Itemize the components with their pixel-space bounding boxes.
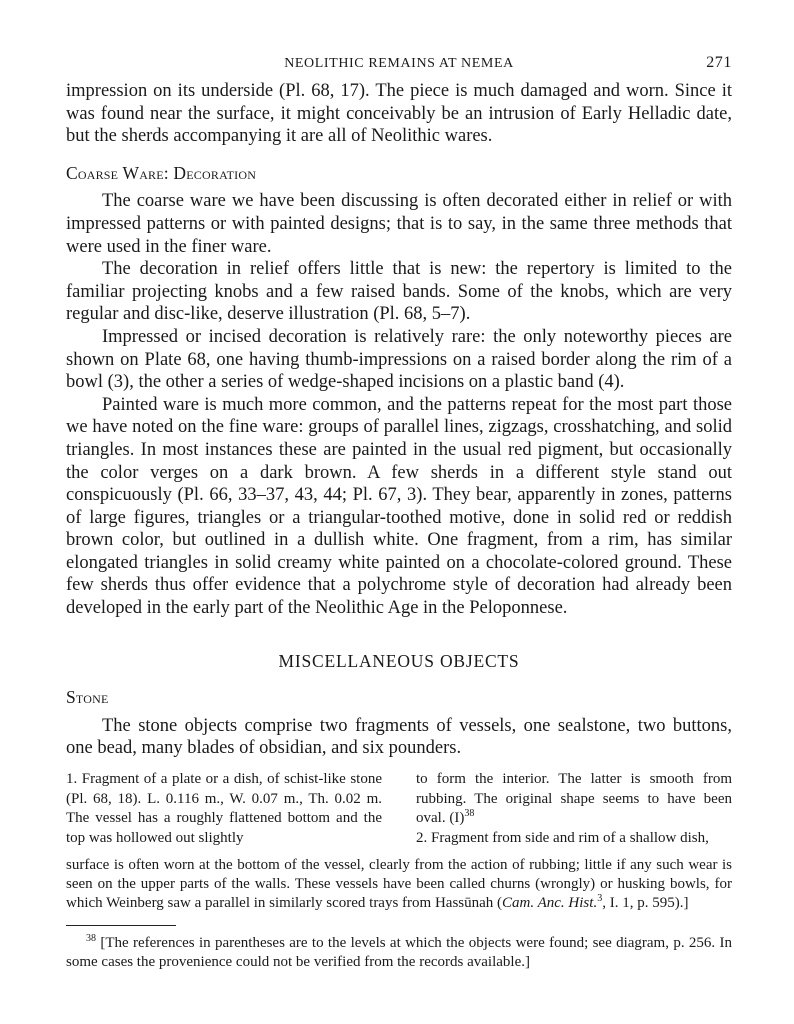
coarse-ware-paragraph-1: The coarse ware we have been discussing is often decorated either in relief or with impressed patterns or with painted designs; that is to say, in the same three methods that were used in the finer ware. [66,191,732,257]
catalog-right-column [416,770,732,848]
footnote-ref-38: 38 [464,808,475,820]
stone-heading: Stone [66,687,109,708]
footnote-text: [The references in parentheses are to the levels at which the objects were found; see diagram, p. 256. In some cases the provenience could not be verified from the records available.] [66,935,733,971]
section-title-misc: MISCELLANEOUS OBJECTS [278,650,520,671]
continuation-text-b: , I. 1, p. 595).] [602,895,689,912]
coarse-ware-paragraph-4: Painted ware is much more common, and the patterns repeat for the most part those we have noted on the fine ware: groups of parallel lines, zigzags, crosshatching, and solid triangles. In most instances these are painted in the usual red pigment, but occasionally the color verges on a dark brown. A few sherds in a different style stand out conspicuously (Pl. 66, 33–37, 43, 44; Pl. 67, 3). They bear, apparently in zones, patterns of large figures, triangles or a triangular-toothed motive, done in solid red or reddish brown color, but outlined in a dullish white. One fragment, from a rim, has similar elongated triangles in solid creamy white painted on a chocolate-colored ground. These few sherds thus offer evidence that a polychrome style of decoration had already been developed in the early part of the Neolithic Age in the Peloponnese. [66,394,732,619]
footnote-rule [66,925,176,926]
coarse-ware-paragraph-3: Impressed or incised decoration is relatively rare: the only noteworthy pieces are shown on Plate 68, one having thumb-impressions on a raised border along the rim of a bowl (3), the other a series of wedge-shaped incisions on a plastic band (4). [66,326,732,393]
catalog-entry-1-continued-text: to form the interior. The latter is smooth from rubbing. The original shape seems to have been oval. (I) [416,771,732,827]
catalog-continuation [66,856,732,913]
catalog-entry-2: 2. Fragment from side and rim of a shallow dish, [416,829,709,846]
catalog-left-column [66,770,382,848]
running-head [66,50,732,80]
footnote-marker: 38 [86,933,96,945]
page [66,50,732,972]
catalog-entry-1-continued [416,770,732,829]
running-head-title: NEOLITHIC REMAINS AT NEMEA [284,56,514,71]
stone-intro: The stone objects comprise two fragments of vessels, one sealstone, two buttons, one bead, many blades of obsidian, and six pounders. [66,715,732,759]
catalog-entry-1: 1. Fragment of a plate or a dish, of schist-like stone (Pl. 68, 18). L. 0.116 m., W. 0.07 m., Th. 0.02 m. The vessel has a roughly flattened bottom and the top was hollowed out slightly [66,771,382,846]
catalog-columns [66,770,732,848]
continuation-citation: Cam. Anc. Hist. [502,895,598,912]
coarse-ware-heading: Coarse Ware: Decoration [66,162,257,183]
main-text [66,80,732,760]
continuation-sup: 3 [597,893,603,905]
coarse-ware-paragraph-2: The decoration in relief offers little that is new: the repertory is limited to the familiar projecting knobs and a few raised bands. Some of the knobs, which are very regular and disc-like, deserve illustration (Pl. 68, 5–7). [66,259,732,325]
intro-paragraph: impression on its underside (Pl. 68, 17). The piece is much damaged and worn. Since it was found near the surface, it might conceivably be an intrusion of Early Helladic date, but the sherds accompanying it are all of Neolithic wares. [66,81,732,147]
continuation-text-a: surface is often worn at the bottom of the vessel, clearly from the action of rubbing; little if any such wear is seen on the upper parts of the walls. These vessels have been called churns (wrongly) or husking bowls, for which Weinberg saw a parallel in similarly scored trays from Hassūnah ( [66,857,732,912]
page-number: 271 [706,54,732,71]
footnote-38 [66,934,732,972]
